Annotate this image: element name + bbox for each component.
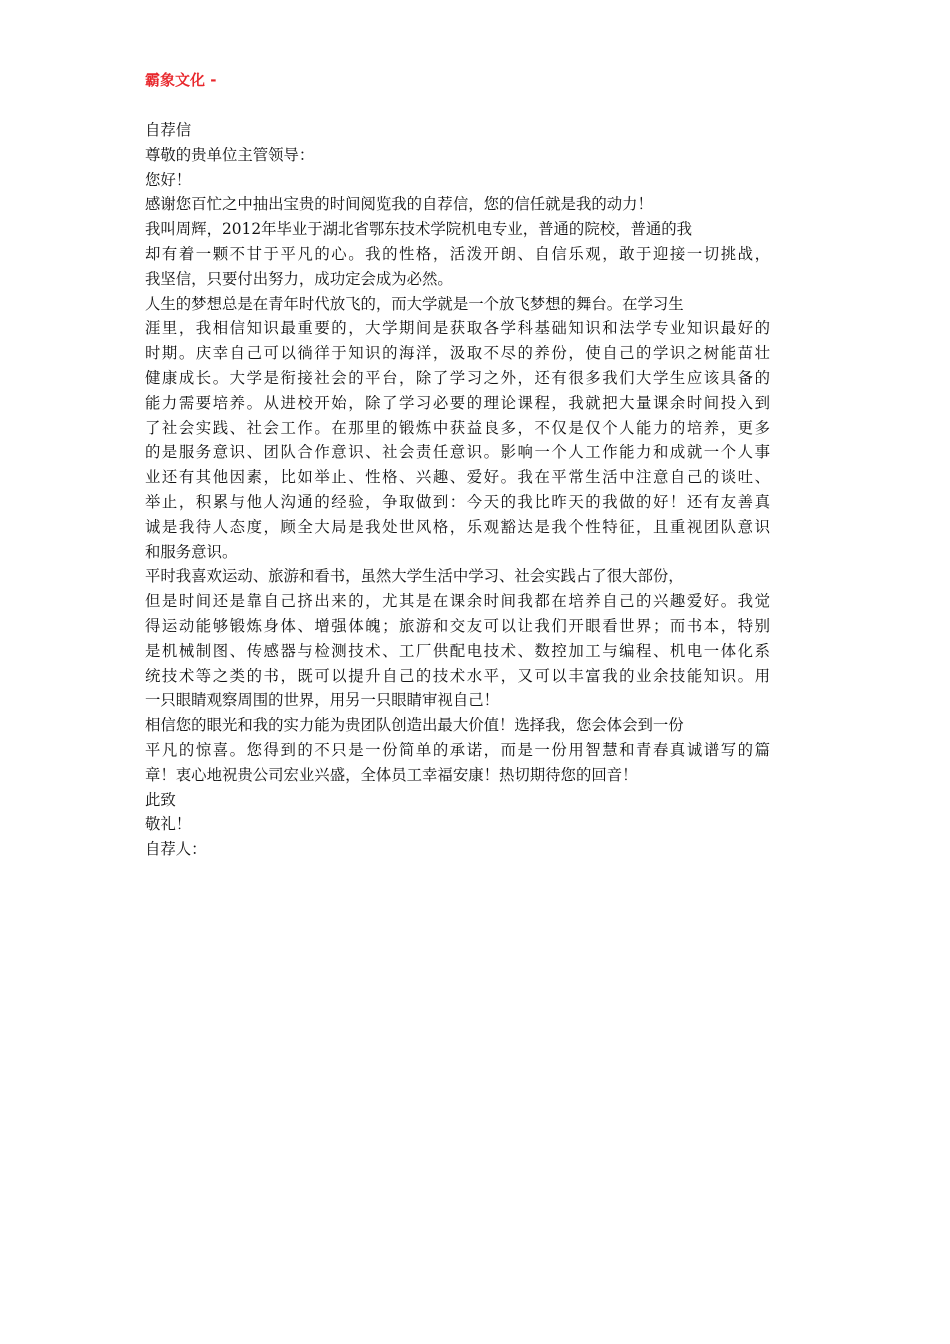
letter-line: 时期。庆幸自己可以徜徉于知识的海洋，汲取不尽的养份，使自己的学识之树能苗壮 (145, 344, 770, 363)
letter-line: 和服务意识。 (145, 542, 238, 561)
letter-line: 涯里，我相信知识最重要的，大学期间是获取各学科基础知识和法学专业知识最好的 (145, 319, 770, 338)
letter-line: 敬礼！ (145, 815, 192, 834)
letter-line: 平凡的惊喜。您得到的不只是一份简单的承诺，而是一份用智慧和青春真诚谱写的篇 (145, 740, 770, 759)
letter-line: 的是服务意识、团队合作意识、社会责任意识。影响一个人工作能力和成就一个人事 (145, 443, 770, 462)
letter-line: 一只眼睛观察周围的世界，用另一只眼睛审视自己！ (145, 691, 499, 710)
letter-line: 自荐信 (145, 121, 192, 139)
letter-line: 统技术等之类的书，既可以提升自己的技术水平，又可以丰富我的业余技能知识。用 (145, 666, 770, 685)
header-brand: 霸象文化 - (145, 71, 217, 89)
letter-line: 尊敬的贵单位主管领导： (145, 145, 315, 164)
letter-line: 诚是我待人态度，顾全大局是我处世风格，乐观豁达是我个性特征，且重视团队意识 (145, 517, 770, 536)
letter-line: 举止，积累与他人沟通的经验，争取做到：今天的我比昨天的我做的好！还有友善真 (145, 492, 770, 511)
letter-line: 章！衷心地祝贵公司宏业兴盛，全体员工幸福安康！热切期待您的回音！ (145, 765, 638, 784)
letter-line: 人生的梦想总是在青年时代放飞的，而大学就是一个放飞梦想的舞台。在学习生 (145, 294, 684, 313)
letter-body (145, 118, 770, 862)
letter-line: 健康成长。大学是衔接社会的平台，除了学习之外，还有很多我们大学生应该具备的 (145, 368, 770, 387)
letter-line: 业还有其他因素，比如举止、性格、兴趣、爱好。我在平常生活中注意自己的谈吐、 (145, 468, 770, 487)
letter-line: 但是时间还是靠自己挤出来的，尤其是在课余时间我都在培养自己的兴趣爱好。我觉 (145, 592, 770, 611)
letter-line: 此致 (145, 790, 176, 809)
letter-line: 自荐人： (145, 840, 207, 859)
letter-line: 是机械制图、传感器与检测技术、工厂供配电技术、数控加工与编程、机电一体化系 (145, 641, 770, 660)
letter-line: 却有着一颗不甘于平凡的心。我的性格，活泼开朗、自信乐观，敢于迎接一切挑战， (145, 244, 770, 263)
letter-line: 平时我喜欢运动、旅游和看书，虽然大学生活中学习、社会实践占了很大部份， (145, 567, 684, 586)
letter-line: 了社会实践、社会工作。在那里的锻炼中获益良多，不仅是仅个人能力的培养，更多 (145, 418, 770, 437)
letter-line: 我坚信，只要付出努力，成功定会成为必然。 (145, 269, 453, 288)
letter-line: 能力需要培养。从进校开始，除了学习必要的理论课程，我就把大量课余时间投入到 (145, 393, 770, 412)
letter-line: 您好！ (145, 170, 192, 189)
letter-line: 感谢您百忙之中抽出宝贵的时间阅览我的自荐信，您的信任就是我的动力！ (145, 195, 653, 214)
letter-line: 我叫周辉，2012年毕业于湖北省鄂东技术学院机电专业，普通的院校，普通的我 (145, 220, 693, 239)
letter-line: 相信您的眼光和我的实力能为贵团队创造出最大价值！选择我，您会体会到一份 (145, 716, 684, 735)
letter-line: 得运动能够锻炼身体、增强体魄；旅游和交友可以让我们开眼看世界；而书本，特别 (145, 616, 770, 635)
